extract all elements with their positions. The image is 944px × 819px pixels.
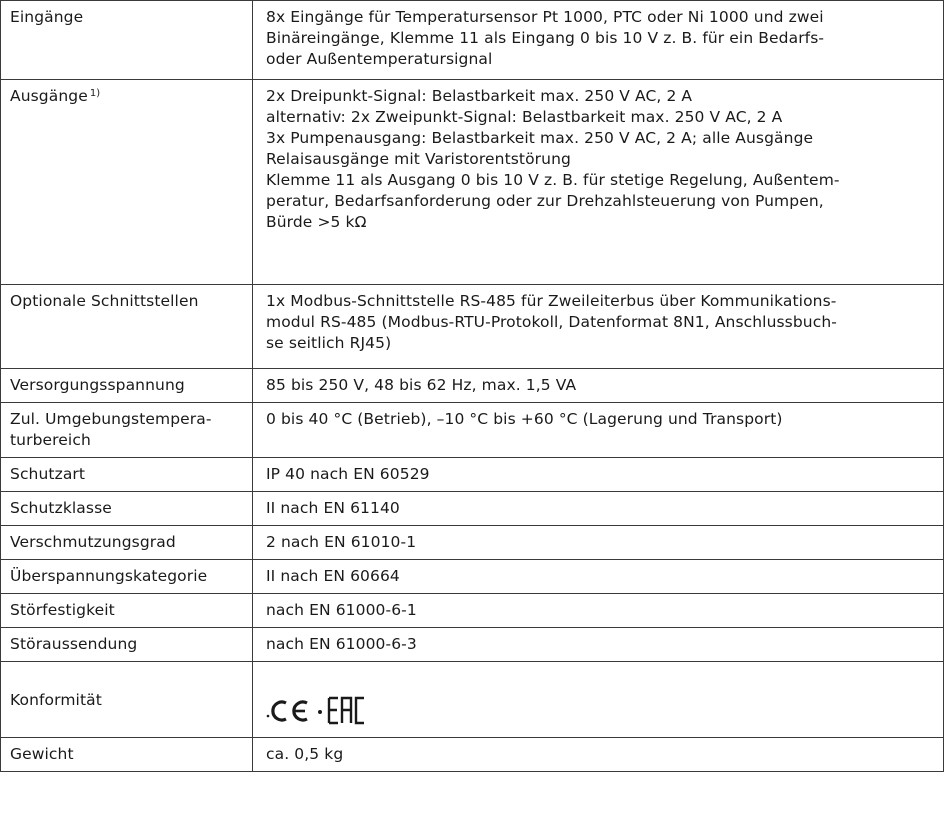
table-row bbox=[1, 594, 944, 628]
row-value: II nach EN 61140 bbox=[253, 492, 944, 526]
row-label: Optionale Schnittstellen bbox=[1, 285, 253, 369]
table-row bbox=[1, 80, 944, 285]
eac-mark-icon bbox=[326, 692, 366, 726]
table-row bbox=[1, 738, 944, 772]
footnote-marker: 1) bbox=[89, 88, 101, 99]
row-label: Eingänge bbox=[1, 1, 253, 80]
row-value: 0 bis 40 °C (Betrieb), –10 °C bis +60 °C (Lagerung und Transport) bbox=[253, 403, 944, 458]
table-row bbox=[1, 1, 944, 80]
row-value: nach EN 61000-6-1 bbox=[253, 594, 944, 628]
row-label: Gewicht bbox=[1, 738, 253, 772]
row-value: II nach EN 60664 bbox=[253, 560, 944, 594]
row-label: Störaussendung bbox=[1, 628, 253, 662]
row-label-text: Ausgänge bbox=[10, 87, 88, 105]
row-value: 2x Dreipunkt-Signal: Belastbarkeit max. 250 V AC, 2 A alternativ: 2x Zweipunkt-Signal: Belastbarkeit max. 250 V AC, 2 A 3x Pumpenausgang: Belastbarkeit max. 250 V AC, 2 A; alle Ausgänge Relaisausgänge mit Varistorentstörung Klemme 11 als Ausgang 0 bis 10 V z. B. für stetige Regelung, Außentem- peratur, Bedarfsanforderung oder zur Drehzahlsteuerung von Pumpen, Bürde >5 kΩ bbox=[253, 80, 944, 285]
conformity-mark-group bbox=[266, 689, 366, 729]
table-row bbox=[1, 662, 944, 738]
table-row bbox=[1, 285, 944, 369]
table-row bbox=[1, 560, 944, 594]
row-value: IP 40 nach EN 60529 bbox=[253, 458, 944, 492]
row-value: ca. 0,5 kg bbox=[253, 738, 944, 772]
row-label: Verschmutzungsgrad bbox=[1, 526, 253, 560]
table-row bbox=[1, 403, 944, 458]
table-row bbox=[1, 492, 944, 526]
table-row bbox=[1, 369, 944, 403]
row-label: Konformität bbox=[1, 662, 253, 738]
row-label: Versorgungsspannung bbox=[1, 369, 253, 403]
row-value: nach EN 61000-6-3 bbox=[253, 628, 944, 662]
row-label: Überspannungskategorie bbox=[1, 560, 253, 594]
table-row bbox=[1, 458, 944, 492]
row-label: Schutzart bbox=[1, 458, 253, 492]
table-row bbox=[1, 628, 944, 662]
row-label: Störfestigkeit bbox=[1, 594, 253, 628]
row-label: Schutzklasse bbox=[1, 492, 253, 526]
row-label: Zul. Umgebungstempera- turbereich bbox=[1, 403, 253, 458]
row-value: 2 nach EN 61010-1 bbox=[253, 526, 944, 560]
separator-dot-icon bbox=[314, 692, 326, 726]
conformity-marks bbox=[253, 662, 944, 738]
table-row bbox=[1, 526, 944, 560]
row-value: 85 bis 250 V, 48 bis 62 Hz, max. 1,5 VA bbox=[253, 369, 944, 403]
row-label bbox=[1, 80, 253, 285]
ce-mark-icon bbox=[266, 692, 314, 726]
row-value: 8x Eingänge für Temperatursensor Pt 1000, PTC oder Ni 1000 und zwei Binäreingänge, Klemme 11 als Eingang 0 bis 10 V z. B. für ein Bedarfs- oder Außentemperatursignal bbox=[253, 1, 944, 80]
row-value: 1x Modbus-Schnittstelle RS-485 für Zweileiterbus über Kommunikations- modul RS-485 (Modbus-RTU-Protokoll, Datenformat 8N1, Anschlussbuch- se seitlich RJ45) bbox=[253, 285, 944, 369]
